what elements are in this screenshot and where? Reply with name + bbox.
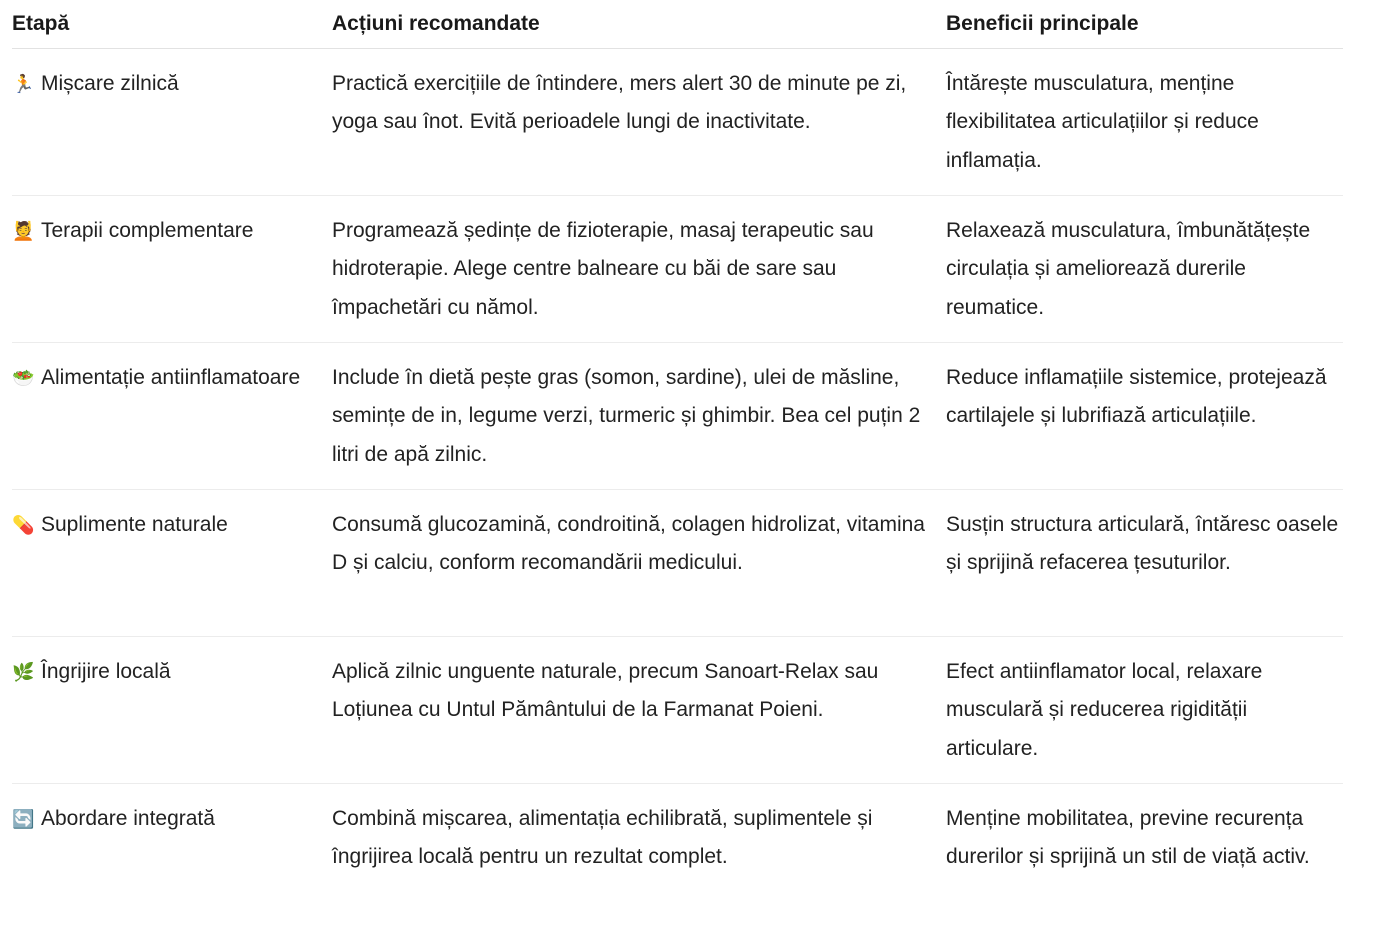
benefits-cell: Efect antiinflamator local, relaxare musculară și reducerea rigidității articulare. (946, 660, 1263, 760)
benefits-cell: Menține mobilitatea, previne recurența durerilor și sprijină un stil de viață activ. (946, 807, 1310, 869)
stage-label: Abordare integrată (41, 807, 215, 830)
benefits-cell: Reduce inflamațiile sistemice, protejează cartilajele și lubrifiază articulațiile. (946, 366, 1327, 428)
stage-label: Terapii complementare (41, 219, 254, 242)
benefits-cell: Relaxează musculatura, îmbunătățește circulația și ameliorează durerile reumatice. (946, 219, 1311, 319)
stage-label: Îngrijire locală (41, 660, 171, 683)
table-header-row (12, 0, 1343, 49)
stage-label: Alimentație antiinflamatoare (41, 366, 301, 389)
table-row (12, 784, 1343, 931)
stage-cell (12, 65, 332, 195)
header-actions: Acțiuni recomandate (332, 12, 540, 35)
table-row (12, 637, 1343, 784)
stage-cell (12, 359, 332, 489)
pill-icon: 💊 (12, 515, 35, 535)
herb-icon: 🌿 (12, 662, 35, 682)
cycle-arrows-icon: 🔄 (12, 809, 35, 829)
actions-cell: Include în dietă pește gras (somon, sardine), ulei de măsline, semințe de in, legume verzi, turmeric și ghimbir. Bea cel puțin 2 litri de apă zilnic. (332, 366, 921, 466)
stage-cell (12, 212, 332, 342)
stage-cell (12, 506, 332, 636)
actions-cell: Consumă glucozamină, condroitină, colagen hidrolizat, vitamina D și calciu, conform recomandării medicului. (332, 513, 925, 575)
actions-cell: Programează ședințe de fizioterapie, masaj terapeutic sau hidroterapie. Alege centre balneare cu băi de sare sau împachetări cu nămol. (332, 219, 874, 319)
table-row (12, 490, 1343, 637)
header-stage: Etapă (12, 12, 70, 35)
actions-cell: Aplică zilnic unguente naturale, precum Sanoart-Relax sau Loțiunea cu Untul Pământului de la Farmanat Poieni. (332, 660, 879, 722)
actions-cell: Practică exercițiile de întindere, mers alert 30 de minute pe zi, yoga sau înot. Evită perioadele lungi de inactivitate. (332, 72, 907, 134)
table-row (12, 343, 1343, 490)
header-benefits: Beneficii principale (946, 12, 1139, 35)
running-person-icon: 🏃 (12, 74, 35, 94)
stage-label: Suplimente naturale (41, 513, 228, 536)
table-row (12, 49, 1343, 196)
benefits-cell: Susțin structura articulară, întăresc oasele și sprijină refacerea țesuturilor. (946, 513, 1339, 575)
table-row (12, 196, 1343, 343)
stage-cell (12, 800, 332, 931)
stage-label: Mișcare zilnică (41, 72, 179, 95)
actions-cell: Combină mișcarea, alimentația echilibrată, suplimentele și îngrijirea locală pentru un rezultat complet. (332, 807, 873, 869)
salad-icon: 🥗 (12, 368, 35, 388)
stage-cell (12, 653, 332, 783)
recommendations-table (12, 0, 1343, 931)
massage-icon: 💆 (12, 221, 35, 241)
benefits-cell: Întărește musculatura, menține flexibilitatea articulațiilor și reduce inflamația. (946, 72, 1259, 172)
